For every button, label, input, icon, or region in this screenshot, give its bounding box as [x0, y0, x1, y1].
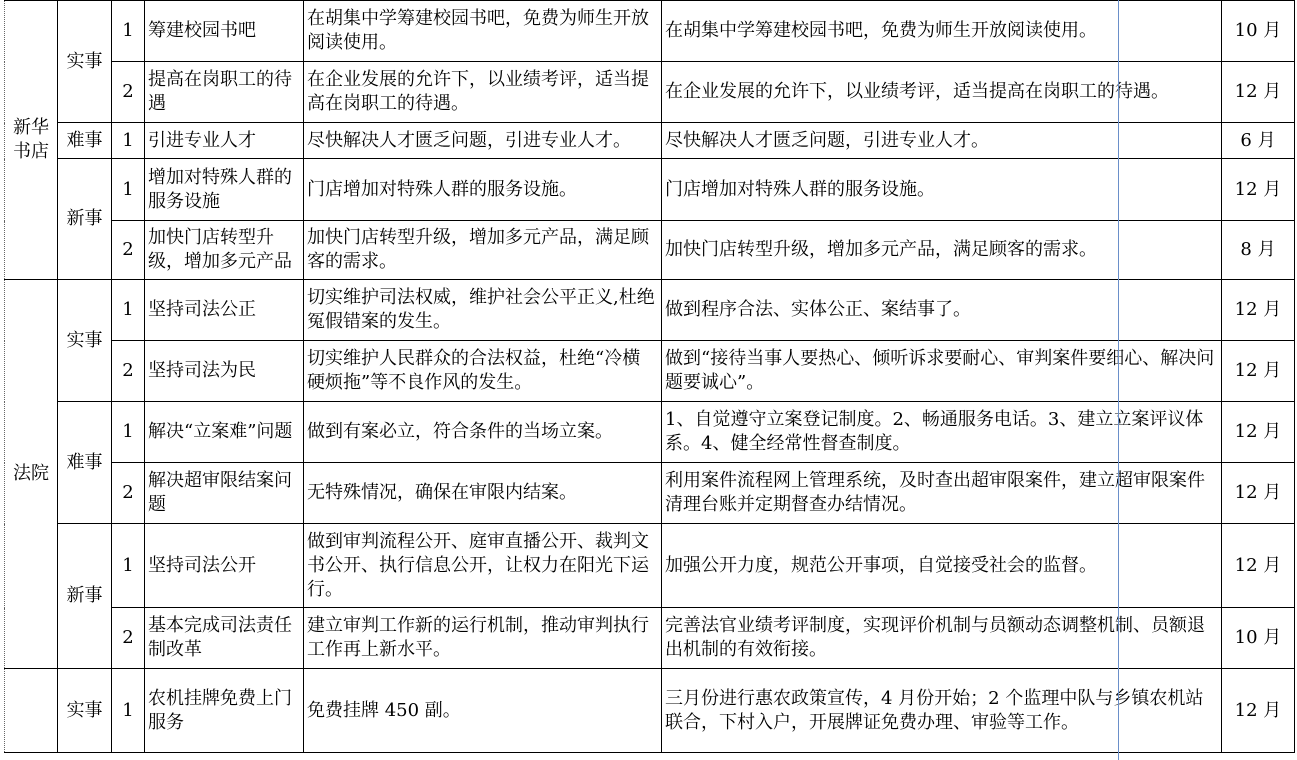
item-number: 2: [112, 221, 145, 280]
table-row: [5, 280, 1295, 341]
item-name: 解决“立案难”问题: [145, 402, 304, 463]
item-measure: 加强公开力度，规范公开事项，自觉接受社会的监督。: [662, 524, 1222, 608]
item-month: 12 月: [1222, 524, 1295, 608]
category-cell: 难事: [58, 123, 112, 159]
item-goal: 做到有案必立，符合条件的当场立案。: [304, 402, 662, 463]
table-row: [5, 463, 1295, 524]
item-month: 12 月: [1222, 463, 1295, 524]
item-number: 1: [112, 402, 145, 463]
item-number: 1: [112, 1, 145, 62]
item-number: 1: [112, 123, 145, 159]
item-month: 12 月: [1222, 341, 1295, 402]
item-name: 坚持司法公正: [145, 280, 304, 341]
item-name: 筹建校园书吧: [145, 1, 304, 62]
category-cell: 新事: [58, 524, 112, 669]
task-table: [4, 0, 1295, 753]
item-month: 12 月: [1222, 402, 1295, 463]
item-measure: 完善法官业绩考评制度，实现评价机制与员额动态调整机制、员额退出机制的有效衔接。: [662, 608, 1222, 669]
item-goal: 建立审判工作新的运行机制，推动审判执行工作再上新水平。: [304, 608, 662, 669]
org-cell: [5, 1, 58, 280]
item-measure: 利用案件流程网上管理系统，及时查出超审限案件，建立超审限案件清理台账并定期督查办结情况。: [662, 463, 1222, 524]
item-month: 12 月: [1222, 280, 1295, 341]
item-name: 引进专业人才: [145, 123, 304, 159]
category-cell: 实事: [58, 1, 112, 123]
table-row: [5, 123, 1295, 159]
table-row: [5, 402, 1295, 463]
table-row: [5, 1, 1295, 62]
item-name: 农机挂牌免费上门服务: [145, 669, 304, 753]
item-month: 10 月: [1222, 1, 1295, 62]
table-row: [5, 608, 1295, 669]
item-measure: 三月份进行惠农政策宣传，4 月份开始；2 个监理中队与乡镇农机站联合，下村入户，开展牌证免费办理、审验等工作。: [662, 669, 1222, 753]
item-month: 12 月: [1222, 62, 1295, 123]
item-goal: 无特殊情况，确保在审限内结案。: [304, 463, 662, 524]
table-row: [5, 669, 1295, 753]
item-number: 1: [112, 280, 145, 341]
category-cell: 实事: [58, 669, 112, 753]
item-goal: 加快门店转型升级，增加多元产品，满足顾客的需求。: [304, 221, 662, 280]
org-label: 新华书店: [13, 117, 49, 162]
item-goal: 尽快解决人才匮乏问题，引进专业人才。: [304, 123, 662, 159]
item-name: 坚持司法为民: [145, 341, 304, 402]
item-number: 2: [112, 62, 145, 123]
item-name: 解决超审限结案问题: [145, 463, 304, 524]
item-measure: 门店增加对特殊人群的服务设施。: [662, 159, 1222, 221]
item-goal: 切实维护司法权威，维护社会公平正义,杜绝冤假错案的发生。: [304, 280, 662, 341]
item-number: 1: [112, 159, 145, 221]
item-goal: 在胡集中学筹建校园书吧，免费为师生开放阅读使用。: [304, 1, 662, 62]
item-goal: 切实维护人民群众的合法权益，杜绝“冷横硬烦拖”等不良作风的发生。: [304, 341, 662, 402]
item-name: 加快门店转型升级，增加多元产品: [145, 221, 304, 280]
category-cell: 新事: [58, 159, 112, 280]
item-number: 2: [112, 341, 145, 402]
item-measure: 在企业发展的允许下，以业绩考评，适当提高在岗职工的待遇。: [662, 62, 1222, 123]
item-measure: 加快门店转型升级，增加多元产品，满足顾客的需求。: [662, 221, 1222, 280]
item-goal: 在企业发展的允许下，以业绩考评，适当提高在岗职工的待遇。: [304, 62, 662, 123]
item-goal: 门店增加对特殊人群的服务设施。: [304, 159, 662, 221]
item-number: 2: [112, 463, 145, 524]
item-measure: 在胡集中学筹建校园书吧，免费为师生开放阅读使用。: [662, 1, 1222, 62]
item-month: 6 月: [1222, 123, 1295, 159]
item-measure: 做到“接待当事人要热心、倾听诉求要耐心、审判案件要细心、解决问题要诚心”。: [662, 341, 1222, 402]
item-measure: 尽快解决人才匮乏问题，引进专业人才。: [662, 123, 1222, 159]
table-row: [5, 62, 1295, 123]
table-row: [5, 341, 1295, 402]
item-goal: 免费挂牌 450 副。: [304, 669, 662, 753]
item-month: 10 月: [1222, 608, 1295, 669]
org-cell: [5, 669, 58, 753]
category-cell: 难事: [58, 402, 112, 524]
item-measure: 1、自觉遵守立案登记制度。2、畅通服务电话。3、建立立案评议体系。4、健全经常性督查制度。: [662, 402, 1222, 463]
item-name: 基本完成司法责任制改革: [145, 608, 304, 669]
item-goal: 做到审判流程公开、庭审直播公开、裁判文书公开、执行信息公开，让权力在阳光下运行。: [304, 524, 662, 608]
item-month: 12 月: [1222, 669, 1295, 753]
category-cell: 实事: [58, 280, 112, 402]
item-number: 1: [112, 524, 145, 608]
table-row: [5, 159, 1295, 221]
item-measure: 做到程序合法、实体公正、案结事了。: [662, 280, 1222, 341]
item-name: 增加对特殊人群的服务设施: [145, 159, 304, 221]
table-row: [5, 221, 1295, 280]
item-number: 2: [112, 608, 145, 669]
item-month: 12 月: [1222, 159, 1295, 221]
table-row: [5, 524, 1295, 608]
page-margin-guide: [1118, 0, 1119, 760]
item-name: 坚持司法公开: [145, 524, 304, 608]
item-month: 8 月: [1222, 221, 1295, 280]
item-number: 1: [112, 669, 145, 753]
item-name: 提高在岗职工的待遇: [145, 62, 304, 123]
org-cell: 法院: [5, 280, 58, 669]
